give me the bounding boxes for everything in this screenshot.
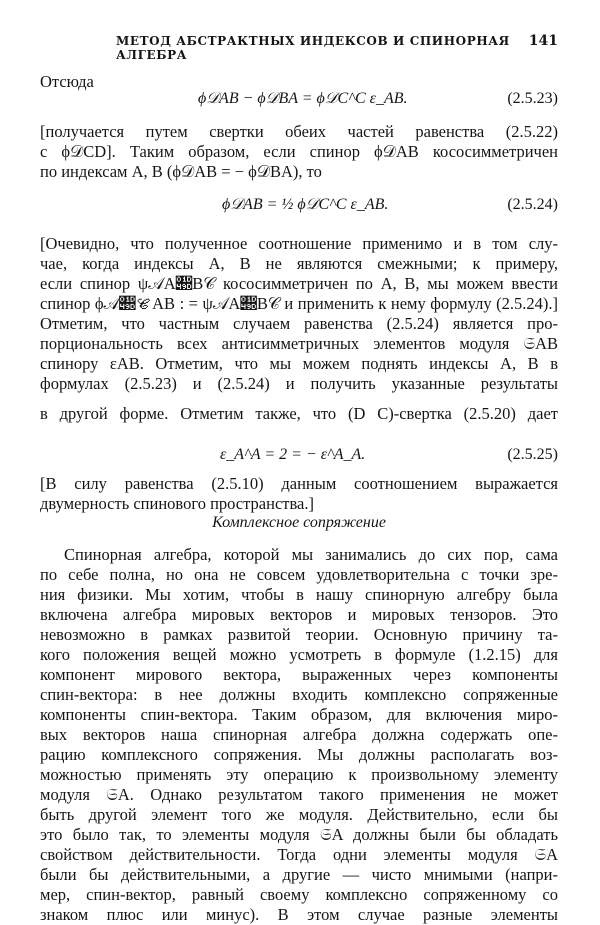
text-line: спинору εAB. Отметим, что мы можем поднять индексы A, B в	[40, 354, 558, 373]
text-line: рацию комплексного сопряжения. Мы должны располагать воз-	[40, 745, 558, 764]
text-line: это было так, то элементы модуля 𝔖A должны были бы обладать	[40, 825, 558, 844]
text-line: в другой форме. Отметим также, что (D C)-свертка (2.5.20) дает	[40, 404, 558, 423]
text-line: если спинор ψ𝒜A𝒝B𝒞 кососимметричен по A, B, мы можем ввести	[40, 274, 558, 293]
text-line: по себе полна, но она не совсем удовлетворительна с точки зре-	[40, 565, 558, 584]
text-line: свойством действительности. Тогда одни элементы модуля 𝔖A	[40, 845, 558, 864]
text-line: включена алгебра мировых векторов и мировых тензоров. Это	[40, 605, 558, 624]
text-line: спин-вектора: в нее должны входить комплексно сопряженные	[40, 685, 558, 704]
text-line: были бы действительными, а другие — чисто мнимыми (напри-	[40, 865, 558, 884]
equation-number: (2.5.25)	[507, 446, 558, 463]
running-header	[40, 33, 558, 62]
section-title: Комплексное сопряжение	[212, 514, 386, 531]
text-line: мер, спин-вектор, равный своему комплексно сопряженному со	[40, 885, 558, 904]
text-line: кого положения вещей можно усмотреть в формуле (1.2.15) для	[40, 645, 558, 664]
text-line: [получается путем свертки обеих частей равенства (2.5.22)	[40, 122, 558, 141]
text-line: порциональность всех антисимметричных элементов модуля 𝔖AB	[40, 334, 558, 353]
text-line: знаком плюс или минус). В этом случае разные элементы	[40, 905, 558, 924]
text-line: по индексам A, B (ϕ𝒟AB = − ϕ𝒟BA), то	[40, 162, 322, 181]
equation-number: (2.5.23)	[507, 90, 558, 107]
text-line: компоненты спин-вектора. Таким образом, для включения миро-	[40, 705, 558, 724]
equation-2-5-24: ϕ𝒟AB = ½ ϕ𝒟C^C ε_AB.	[222, 196, 389, 213]
equation-2-5-25: ε_A^A = 2 = − ε^A_A.	[220, 446, 366, 463]
text-line: [В силу равенства (2.5.10) данным соотношением выражается	[40, 474, 558, 493]
text-line: [Очевидно, что полученное соотношение применимо и в том слу-	[40, 234, 558, 253]
text-line: можностью применять эту операцию к произвольному элементу	[40, 765, 558, 784]
running-title: МЕТОД АБСТРАКТНЫХ ИНДЕКСОВ И СПИНОРНАЯ АЛГЕБРА	[116, 34, 510, 62]
page-number: 141	[528, 33, 558, 49]
text-line: компонент мирового вектора, выраженных через компоненты	[40, 665, 558, 684]
text-line: вых векторов наша спинорная алгебра должна содержать опе-	[40, 725, 558, 744]
text-line: ния физики. Мы хотим, чтобы в нашу спинорную алгебру была	[40, 585, 558, 604]
text-line: невозможно в рамках развитой теории. Основную причину та-	[40, 625, 558, 644]
text-line: с ϕ𝒟CD]. Таким образом, если спинор ϕ𝒟AB кососимметричен	[40, 142, 558, 161]
text-line: Спинорная алгебра, которой мы занимались до сих пор, сама	[64, 545, 558, 564]
text-line: Отметим, что частным случаем равенства (2.5.24) является про-	[40, 314, 558, 333]
text-line: быть другой элемент того же модуля. Действительно, если бы	[40, 805, 558, 824]
equation-number: (2.5.24)	[507, 196, 558, 213]
text-line: Отсюда	[40, 72, 94, 91]
equation-2-5-23: ϕ𝒟AB − ϕ𝒟BA = ϕ𝒟C^C ε_AB.	[198, 90, 408, 107]
text-line: чае, когда индексы A, B не являются смежными; к примеру,	[40, 254, 558, 273]
text-line: двумерность спинового пространства.]	[40, 494, 314, 513]
text-line: модуля 𝔖A. Однако результатом такого применения не может	[40, 785, 558, 804]
text-line: спинор ϕ𝒜𝒝𝒞AB : = ψ𝒜A𝒝B𝒞 и применить к нему формулу (2.5.24).]	[40, 294, 558, 313]
text-line: формулах (2.5.23) и (2.5.24) и получить указанные результаты	[40, 374, 558, 393]
